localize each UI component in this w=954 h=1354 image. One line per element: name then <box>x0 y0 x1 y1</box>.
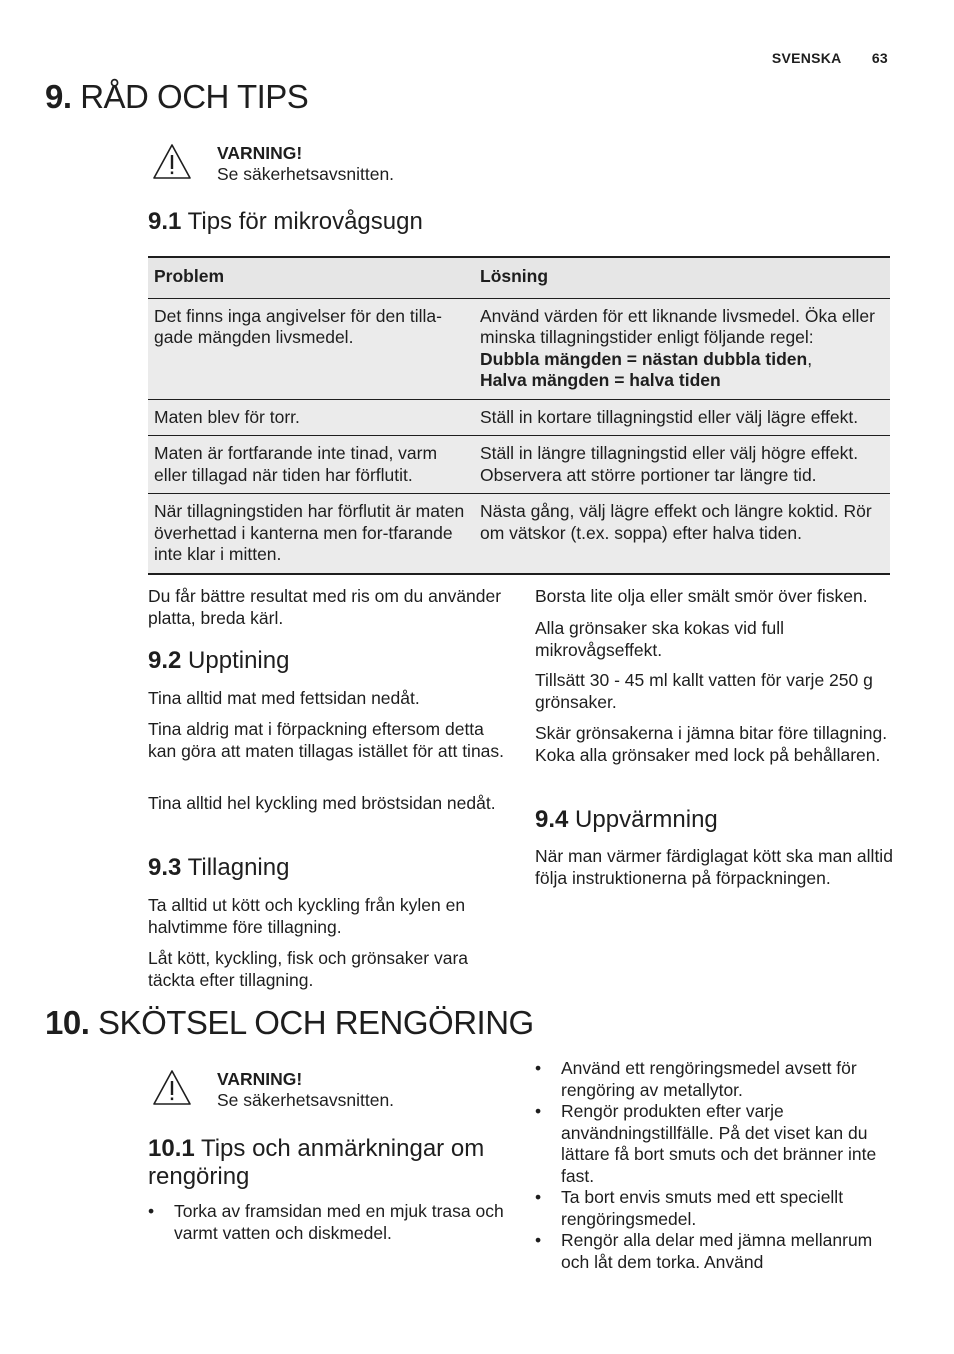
section-9-title: RÅD OCH TIPS <box>80 78 309 115</box>
paragraph: Alla grönsaker ska kokas vid full mikrovågseffekt. <box>535 618 784 660</box>
paragraph: Låt kött, kyckling, fisk och grönsaker vara täckta efter tillagning. <box>148 948 468 990</box>
list-item: • Ta bort envis smuts med ett speciellt rengöringsmedel. <box>535 1187 895 1230</box>
tips-table <box>148 256 890 575</box>
table-row <box>148 399 890 436</box>
list-item: • Använd ett rengöringsmedel avsett för rengöring av metallytor. <box>535 1058 895 1101</box>
problem-cell: Maten är fortfarande inte tinad, varm eller tillagad när tiden har förflutit. <box>148 436 474 494</box>
page-number: 63 <box>871 50 888 66</box>
table-row <box>148 298 890 399</box>
warning-icon <box>152 1069 192 1107</box>
subsection-10-1-title-line2: rengöring <box>148 1163 250 1190</box>
table-header-row <box>148 257 890 298</box>
subsection-9-4-number: 9.4 <box>535 806 569 833</box>
solution-cell: Ställ in längre tillagningstid eller välj högre effekt. Observera att större portioner tar längre tid. <box>474 436 890 494</box>
paragraph: Ta alltid ut kött och kyckling från kylen en halvtimme före tillagning. <box>148 895 466 937</box>
subsection-9-1-number: 9.1 <box>148 208 182 235</box>
subsection-10-1-heading <box>148 1135 518 1191</box>
subsection-9-2-title: Upptining <box>188 647 290 674</box>
paragraph: Tillsätt 30 - 45 ml kallt vatten för varje 250 g grönsaker. <box>535 670 873 712</box>
paragraph: Tina aldrig mat i förpackning eftersom detta kan göra att maten tillagas istället för att tinas. <box>148 719 505 761</box>
warning-title: VARNING! <box>217 1069 303 1089</box>
column-header-problem: Problem <box>148 257 474 298</box>
problem-cell: Det finns inga angivelser för den tilla-gade mängden livsmedel. <box>148 298 474 399</box>
paragraph: När man värmer färdiglagat kött ska man alltid följa instruktionerna på förpackningen. <box>535 846 893 888</box>
warning-block <box>217 1069 394 1111</box>
subsection-9-4-title: Uppvärmning <box>575 806 718 833</box>
warning-text: Se säkerhetsavsnitten. <box>217 164 395 184</box>
solution-text: Använd värden för ett liknande livsmedel. Öka eller minska tillagningstider enligt följande regel: <box>480 305 875 347</box>
cleaning-list-right <box>535 1058 895 1273</box>
subsection-10-1-number: 10.1 <box>148 1135 195 1162</box>
paragraph: Tina alltid hel kyckling med bröstsidan nedåt. <box>148 793 496 813</box>
warning-icon <box>152 143 192 181</box>
subsection-9-1-heading <box>148 208 423 236</box>
rice-tip: Du får bättre resultat med ris om du använder platta, breda kärl. <box>148 586 502 628</box>
section-10-title: SKÖTSEL OCH RENGÖRING <box>98 1004 534 1041</box>
subsection-9-2-number: 9.2 <box>148 647 182 674</box>
rule-double: Dubbla mängden = nästan dubbla tiden <box>480 348 808 369</box>
subsection-10-1-title-line1: Tips och anmärkningar om <box>200 1135 485 1162</box>
warning-title: VARNING! <box>217 143 303 163</box>
subsection-9-3-number: 9.3 <box>148 854 182 881</box>
list-item: • Torka av framsidan med en mjuk trasa och varmt vatten och diskmedel. <box>148 1201 508 1244</box>
warning-block <box>217 143 394 185</box>
section-9-heading <box>45 78 308 116</box>
paragraph: Tina alltid mat med fettsidan nedåt. <box>148 688 420 708</box>
section-9-number: 9. <box>45 78 72 115</box>
solution-cell: Ställ in kortare tillagningstid eller välj lägre effekt. <box>474 399 890 436</box>
cleaning-list-left <box>148 1201 508 1244</box>
subsection-9-3-heading <box>148 854 289 882</box>
list-item: • Rengör produkten efter varje användningstillfälle. På det viset kan du lättare få bort smuts och det bränner inte fast. <box>535 1101 895 1187</box>
problem-cell: Maten blev för torr. <box>148 399 474 436</box>
table-row <box>148 494 890 574</box>
solution-cell: Nästa gång, välj lägre effekt och längre koktid. Rör om vätskor (t.ex. soppa) efter halva tiden. <box>474 494 890 574</box>
paragraph: Borsta lite olja eller smält smör över fisken. <box>535 586 868 606</box>
section-10-heading <box>45 1004 534 1042</box>
rule-separator: , <box>807 348 813 369</box>
section-10-number: 10. <box>45 1004 90 1041</box>
subsection-9-3-title: Tillagning <box>187 854 290 881</box>
solution-cell <box>474 298 890 399</box>
subsection-9-4-heading <box>535 806 718 834</box>
paragraph: Skär grönsakerna i jämna bitar före tillagning. Koka alla grönsaker med lock på behållaren. <box>535 723 888 765</box>
warning-text: Se säkerhetsavsnitten. <box>217 1090 395 1110</box>
page-header <box>772 50 888 66</box>
subsection-9-2-heading <box>148 647 289 675</box>
problem-cell: När tillagningstiden har förflutit är maten överhettad i kanterna men for-tfarande inte klar i mitten. <box>148 494 474 574</box>
list-item: • Rengör alla delar med jämna mellanrum och låt dem torka. Använd <box>535 1230 895 1273</box>
language-label: SVENSKA <box>771 50 842 66</box>
subsection-9-1-title: Tips för mikrovågsugn <box>187 208 423 235</box>
table-row <box>148 436 890 494</box>
column-header-solution: Lösning <box>474 257 890 298</box>
rule-half: Halva mängden = halva tiden <box>480 370 721 390</box>
